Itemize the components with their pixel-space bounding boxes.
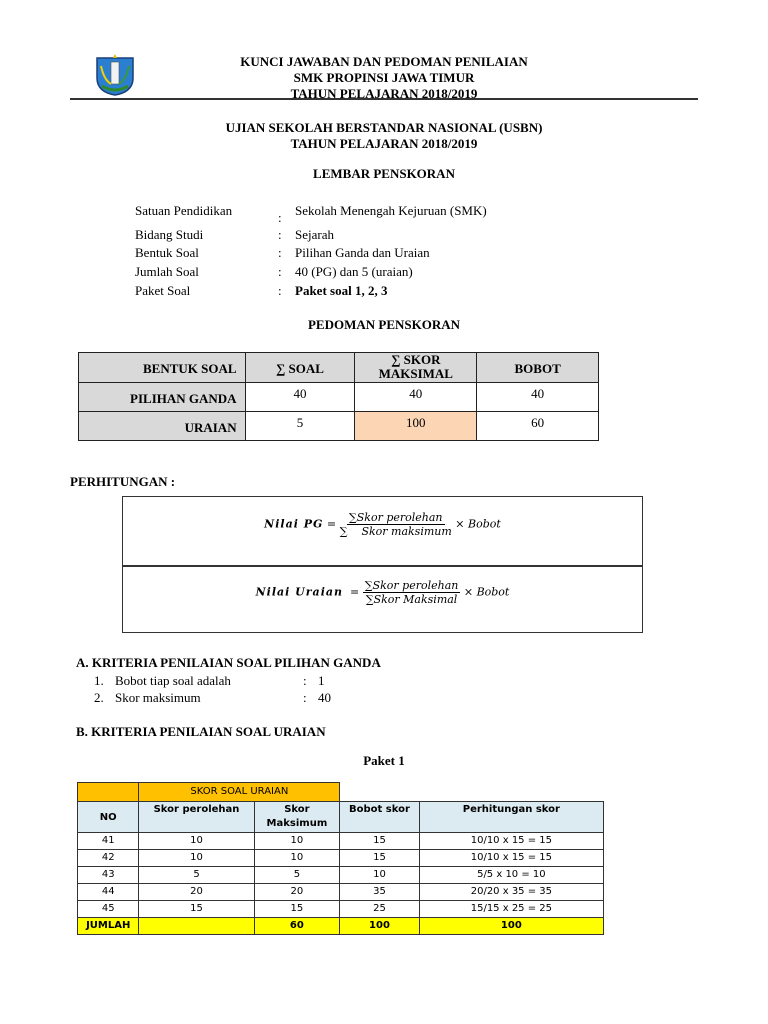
info-value: Pilihan Ganda dan Uraian <box>295 245 430 260</box>
table-row <box>78 884 604 901</box>
formula-lhs: Nilai PG <box>264 517 324 531</box>
table-cell: 40 <box>355 383 477 412</box>
table-cell: 44 <box>78 884 139 901</box>
highlighted-cell: 100 <box>355 412 477 441</box>
table-cell: 60 <box>477 412 599 441</box>
table-cell: 40 <box>245 383 355 412</box>
info-value: Paket soal 1, 2, 3 <box>295 283 388 298</box>
formula-fraction <box>340 511 452 538</box>
table-cell: 5 <box>245 412 355 441</box>
table-cell: 15 <box>340 833 420 850</box>
formula-box <box>122 496 643 633</box>
formula-lhs: Nilai Uraian <box>255 585 343 599</box>
formula-rhs: Bobot <box>468 517 501 531</box>
formula-pg <box>123 511 642 538</box>
table-row <box>78 850 604 867</box>
table-cell: 15 <box>340 850 420 867</box>
calc-title: PERHITUNGAN : <box>70 474 176 489</box>
table-cell: 45 <box>78 901 139 918</box>
guide-title: PEDOMAN PENSKORAN <box>307 317 461 332</box>
table-cell: 20/20 x 35 = 35 <box>419 884 603 901</box>
table-cell: 15 <box>254 901 340 918</box>
info-sep: : <box>278 283 282 298</box>
list-sep: : <box>303 690 307 705</box>
table-cell: 20 <box>139 884 254 901</box>
total-cell <box>139 918 254 935</box>
table-cell: 40 <box>477 383 599 412</box>
formula-mul: × <box>455 517 465 531</box>
table-row <box>78 833 604 850</box>
info-label: Paket Soal <box>135 283 191 298</box>
header-line-1: KUNCI JAWABAN DAN PEDOMAN PENILAIAN <box>240 54 528 69</box>
section-b-title: B. KRITERIA PENILAIAN SOAL URAIAN <box>76 724 326 739</box>
paket-title: Paket 1 <box>363 753 405 768</box>
header-cell: BOBOT <box>477 353 599 383</box>
table-cell: 20 <box>254 884 340 901</box>
header-cell: ∑ SKOR MAKSIMAL <box>355 353 477 383</box>
list-value: 40 <box>318 690 331 705</box>
header-cell: Skor perolehan <box>139 802 254 833</box>
table-row <box>78 867 604 884</box>
formula-rhs: Bobot <box>476 585 510 599</box>
formula-mul: × <box>463 585 474 599</box>
group-header: SKOR SOAL URAIAN <box>139 783 340 802</box>
info-label: Bidang Studi <box>135 227 204 242</box>
table-cell: 5 <box>254 867 340 884</box>
numerator: ∑Skor perolehan <box>348 511 443 524</box>
table-cell: 10 <box>340 867 420 884</box>
table-header-row <box>78 802 604 833</box>
exam-line-1: UJIAN SEKOLAH BERSTANDAR NASIONAL (USBN) <box>225 120 543 135</box>
list-sep: : <box>303 673 307 688</box>
list-label: Bobot tiap soal adalah <box>115 673 231 688</box>
table-cell: 5/5 x 10 = 10 <box>419 867 603 884</box>
info-value: 40 (PG) dan 5 (uraian) <box>295 264 413 279</box>
list-number: 2. <box>94 690 104 705</box>
formula-divider <box>123 565 642 567</box>
list-value: 1 <box>318 673 325 688</box>
total-cell: 60 <box>254 918 340 935</box>
table-cell: 35 <box>340 884 420 901</box>
list-number: 1. <box>94 673 104 688</box>
table-cell: 41 <box>78 833 139 850</box>
info-label: Satuan Pendidikan <box>135 203 233 218</box>
header-cell: Skor Maksimum <box>254 802 340 833</box>
table-cell: 25 <box>340 901 420 918</box>
table-cell: 10 <box>254 850 340 867</box>
exam-line-2: TAHUN PELAJARAN 2018/2019 <box>290 136 478 151</box>
table-cell: 10 <box>139 833 254 850</box>
table-cell: 5 <box>139 867 254 884</box>
total-label: JUMLAH <box>78 918 139 935</box>
total-cell: 100 <box>340 918 420 935</box>
table-cell: 43 <box>78 867 139 884</box>
info-sep: : <box>278 227 282 242</box>
list-label: Skor maksimum <box>115 690 201 705</box>
header-cell: ∑ SOAL <box>245 353 355 383</box>
table-cell: 42 <box>78 850 139 867</box>
numerator: ∑Skor perolehan <box>364 579 459 592</box>
table-row <box>79 412 599 441</box>
group-header-row <box>78 783 604 802</box>
table-cell: 15/15 x 25 = 25 <box>419 901 603 918</box>
info-label: Bentuk Soal <box>135 245 199 260</box>
table-cell: 10 <box>139 850 254 867</box>
info-sep: : <box>278 264 282 279</box>
info-label: Jumlah Soal <box>135 264 199 279</box>
score-table <box>77 782 604 935</box>
total-cell: 100 <box>419 918 603 935</box>
header-cell: Bobot skor <box>340 802 420 833</box>
denominator: ∑Skor Maksimal <box>365 593 458 606</box>
header-line-3: TAHUN PELAJARAN 2018/2019 <box>290 86 478 101</box>
formula-uraian <box>123 579 642 606</box>
empty-cell <box>78 783 139 802</box>
blank-cell <box>340 783 604 802</box>
header-cell: BENTUK SOAL <box>79 353 246 383</box>
denominator: ∑ Skor maksimum <box>339 525 452 538</box>
table-row <box>79 383 599 412</box>
row-label: PILIHAN GANDA <box>79 383 246 412</box>
sheet-title: LEMBAR PENSKORAN <box>313 166 455 181</box>
header-cell: NO <box>78 802 139 833</box>
formula-eq: = <box>326 517 337 531</box>
section-a-title: A. KRITERIA PENILAIAN SOAL PILIHAN GANDA <box>76 655 381 670</box>
row-label: URAIAN <box>79 412 246 441</box>
table-cell: 10/10 x 15 = 15 <box>419 850 603 867</box>
header-cell: Perhitungan skor <box>419 802 603 833</box>
info-sep: : <box>278 210 282 225</box>
header-line-2: SMK PROPINSI JAWA TIMUR <box>293 70 475 85</box>
formula-fraction <box>363 579 461 606</box>
info-value: Sejarah <box>295 227 334 242</box>
guide-table <box>78 352 599 441</box>
table-cell: 15 <box>139 901 254 918</box>
info-value: Sekolah Menengah Kejuruan (SMK) <box>295 203 487 218</box>
table-cell: 10 <box>254 833 340 850</box>
info-sep: : <box>278 245 282 260</box>
table-row <box>78 901 604 918</box>
table-header-row <box>79 353 599 383</box>
total-row <box>78 918 604 935</box>
formula-eq: = <box>350 585 360 599</box>
table-cell: 10/10 x 15 = 15 <box>419 833 603 850</box>
